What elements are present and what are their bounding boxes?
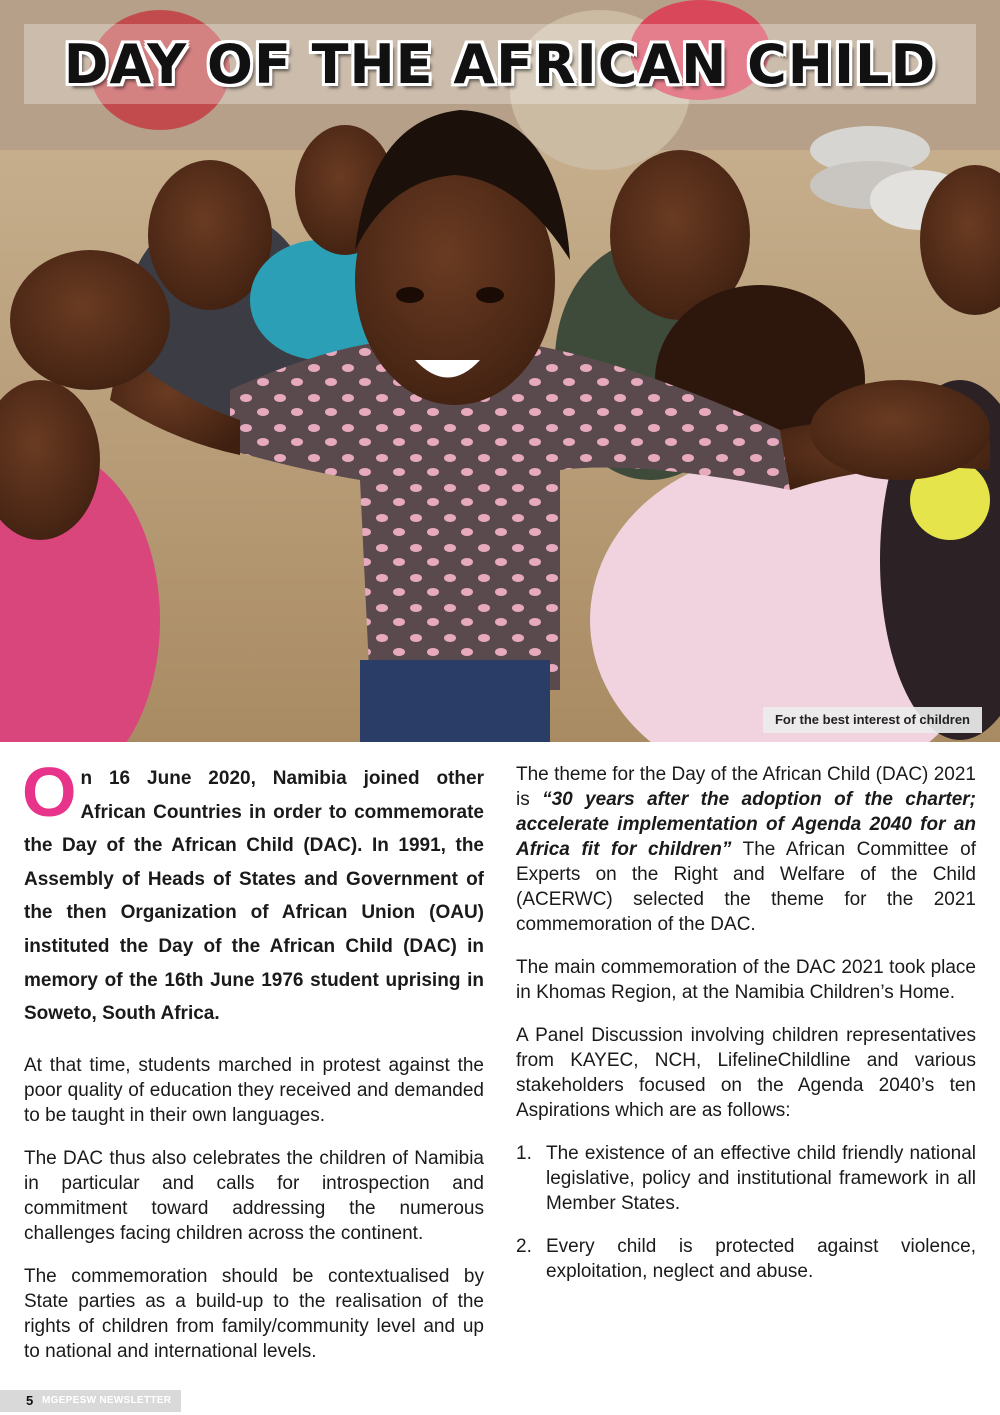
list-text: Every child is protected against violence, exploitation, neglect and abuse.: [546, 1236, 976, 1282]
page-title: DAY OF THE AFRICAN CHILD: [63, 33, 937, 96]
right-column: [516, 762, 976, 1302]
list-number: 1.: [516, 1143, 532, 1164]
paragraph-theme: [516, 762, 976, 937]
lead-paragraph: [22, 753, 484, 1031]
theme-rest: The African Committee of Experts on the Right and Welfare of the Child (ACERWC) selected the theme for the 2021 commemoration of the DAC.: [516, 839, 976, 935]
paragraph-main-commemoration: The main commemoration of the DAC 2021 took place in Khomas Region, at the Namibia Children’s Home.: [516, 957, 976, 1003]
list-item: [516, 1141, 976, 1216]
list-text: The existence of an effective child friendly national legislative, policy and institutional framework in all Member States.: [546, 1143, 976, 1214]
page-number: 5: [26, 1393, 34, 1408]
newsletter-name: MGEPESW NEWSLETTER: [42, 1395, 172, 1406]
paragraph-panel-discussion: A Panel Discussion involving children representatives from KAYEC, NCH, LifelineChildline and various stakeholders focused on the Agenda 2040’s ten Aspirations which are as follows:: [516, 1025, 976, 1121]
paragraph-protest: At that time, students marched in protest against the poor quality of education they received and demanded to be taught in their own languages.: [24, 1054, 484, 1126]
theme-quote: “30 years after the adoption of the charter; accelerate implementation of Agenda 2040 for an Africa fit for children”: [516, 789, 976, 860]
photo-caption: For the best interest of children: [763, 707, 982, 733]
list-number: 2.: [516, 1236, 532, 1257]
left-column: [22, 753, 484, 1382]
theme-intro: The theme for the Day of the African Child (DAC) 2021 is: [516, 764, 976, 810]
aspirations-list: [516, 1141, 976, 1284]
paragraph-celebrates: The DAC thus also celebrates the children of Namibia in particular and calls for introspection and commitment toward addressing the numerous challenges facing children across the continent.: [24, 1147, 484, 1244]
paragraph-contextualised: The commemoration should be contextualised by State parties as a build-up to the realisation of the rights of children from family/community level and up to national and international levels.: [24, 1265, 484, 1362]
lead-text: n 16 June 2020, Namibia joined other African Countries in order to commemorate the Day of the African Child (DAC). In 1991, the Assembly of Heads of States and Government of the then Organization of African Union (OAU) instituted the Day of the African Child (DAC) in memory of the 16th June 1976 student uprising in Soweto, South Africa.: [24, 768, 484, 1025]
drop-cap: O: [22, 753, 77, 831]
list-item: [516, 1234, 976, 1284]
